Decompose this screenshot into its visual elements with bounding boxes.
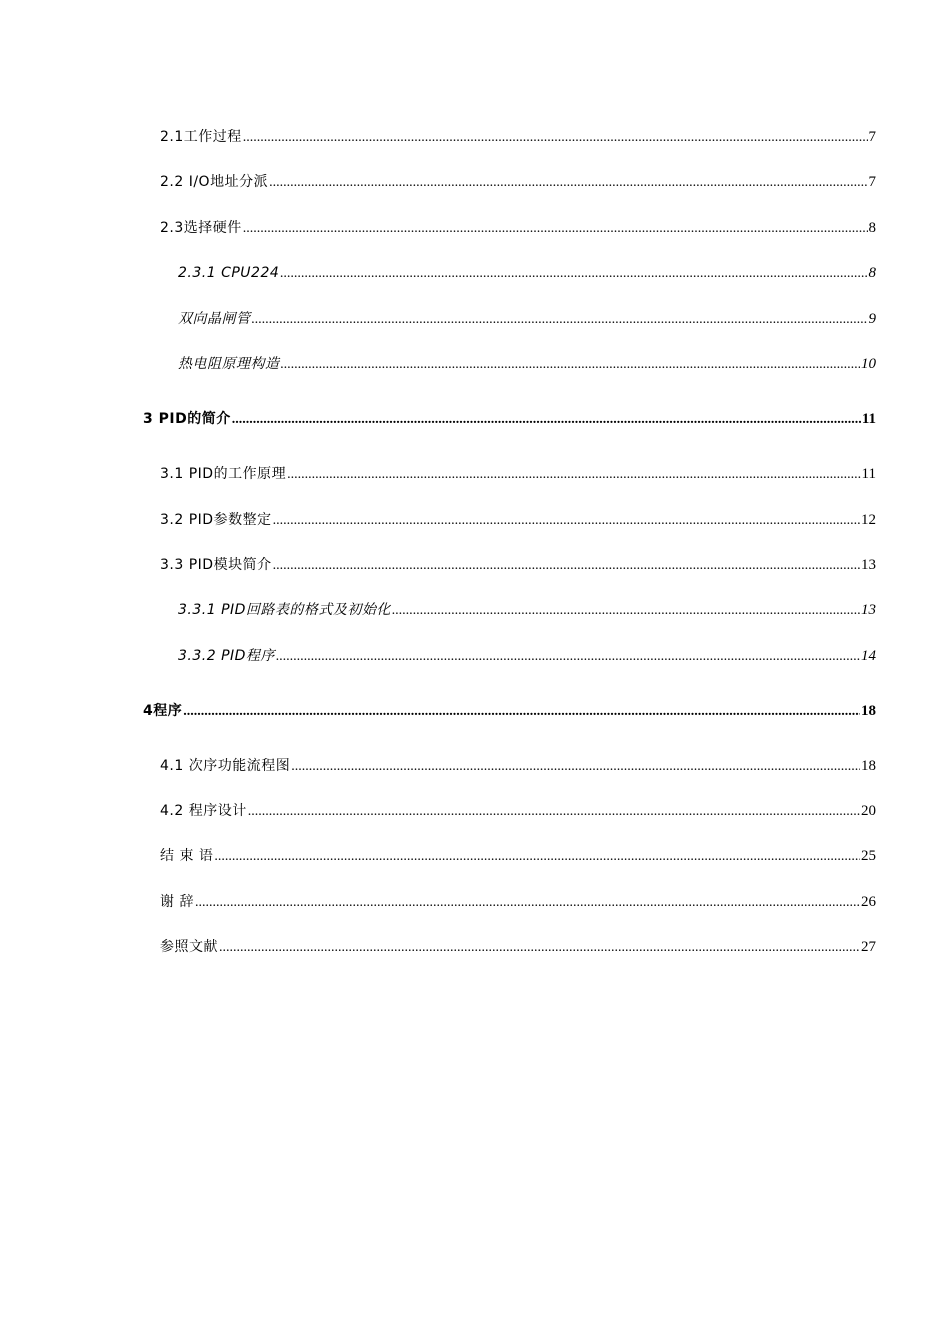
toc-entry-label: 3 PID的简介 [143,411,231,427]
toc-entry-2-3[interactable] [160,219,876,238]
toc-entry-label: 谢 辞 [160,894,194,910]
toc-dot-leader [243,220,868,238]
toc-page-number: 10 [861,356,876,372]
toc-entry-3[interactable] [143,410,876,429]
toc-entry-2-1[interactable] [160,128,876,147]
toc-page-number: 7 [868,174,876,190]
toc-entry-label: 2.3.1 CPU224 [178,265,280,281]
toc-entry-label: 3.3.1 PID回路表的格式及初始化 [178,602,391,618]
toc-entry-label: 4.2 程序设计 [160,803,247,819]
toc-page-number: 8 [868,265,876,281]
toc-dot-leader [287,466,860,484]
toc-page-number: 13 [861,557,876,573]
toc-entry-acknowledgement[interactable] [160,893,876,912]
toc-entry-4[interactable] [143,702,876,721]
toc-dot-leader [219,939,860,957]
toc-dot-leader [291,758,860,776]
toc-dot-leader [183,703,860,721]
toc-entry-3-2[interactable] [160,511,876,530]
toc-page-number: 18 [861,758,876,774]
toc-page-number: 12 [861,512,876,528]
toc-page-number: 13 [861,602,876,618]
toc-dot-leader [281,356,861,374]
toc-page-number: 11 [861,411,876,427]
toc-entry-2-2[interactable] [160,173,876,192]
toc-page-number: 7 [868,129,876,145]
toc-page-number: 26 [861,894,876,910]
toc-entry-label: 结 束 语 [160,848,214,864]
toc-dot-leader [252,311,868,329]
toc-dot-leader [195,894,860,912]
toc-entry-4-1[interactable] [160,757,876,776]
toc-entry-label: 2.1工作过程 [160,129,242,145]
toc-entry-conclusion[interactable] [160,847,876,866]
toc-dot-leader [392,602,860,620]
toc-entry-4-2[interactable] [160,802,876,821]
toc-dot-leader [232,411,861,429]
toc-entry-thyristor[interactable] [178,310,876,329]
toc-page-number: 18 [861,703,876,719]
toc-entry-label: 3.1 PID的工作原理 [160,466,287,482]
toc-entry-label: 3.3 PID模块简介 [160,557,272,573]
toc-page-number: 11 [861,466,876,482]
toc-entry-label: 2.3选择硬件 [160,220,242,236]
toc-entry-3-3-2[interactable] [178,647,876,666]
toc-entry-3-1[interactable] [160,465,876,484]
toc-page-number: 25 [861,848,876,864]
toc-dot-leader [280,265,867,283]
toc-dot-leader [269,174,867,192]
toc-entry-3-3-1[interactable] [178,601,876,620]
toc-entry-label: 热电阻原理构造 [178,356,280,372]
toc-entry-2-3-1[interactable] [178,264,876,283]
toc-dot-leader [276,648,860,666]
toc-dot-leader [214,848,860,866]
toc-page-number: 8 [868,220,876,236]
toc-entry-label: 3.2 PID参数整定 [160,512,272,528]
toc-dot-leader [243,129,868,147]
toc-entry-label: 双向晶闸管 [178,311,251,327]
toc-page-number: 14 [861,648,876,664]
toc-entry-references[interactable] [160,938,876,957]
toc-entry-label: 3.3.2 PID程序 [178,648,275,664]
toc-entry-thermal-resistor[interactable] [178,355,876,374]
toc-page-number: 9 [868,311,876,327]
toc-entry-label: 4.1 次序功能流程图 [160,758,291,774]
toc-entry-label: 4程序 [143,703,183,719]
toc-dot-leader [273,512,860,530]
toc-entry-label: 2.2 I/O地址分派 [160,174,269,190]
toc-dot-leader [248,803,860,821]
toc-page-number: 27 [861,939,876,955]
toc-entry-3-3[interactable] [160,556,876,575]
toc-dot-leader [273,557,860,575]
toc-entry-label: 参照文献 [160,939,218,955]
toc-page-number: 20 [861,803,876,819]
